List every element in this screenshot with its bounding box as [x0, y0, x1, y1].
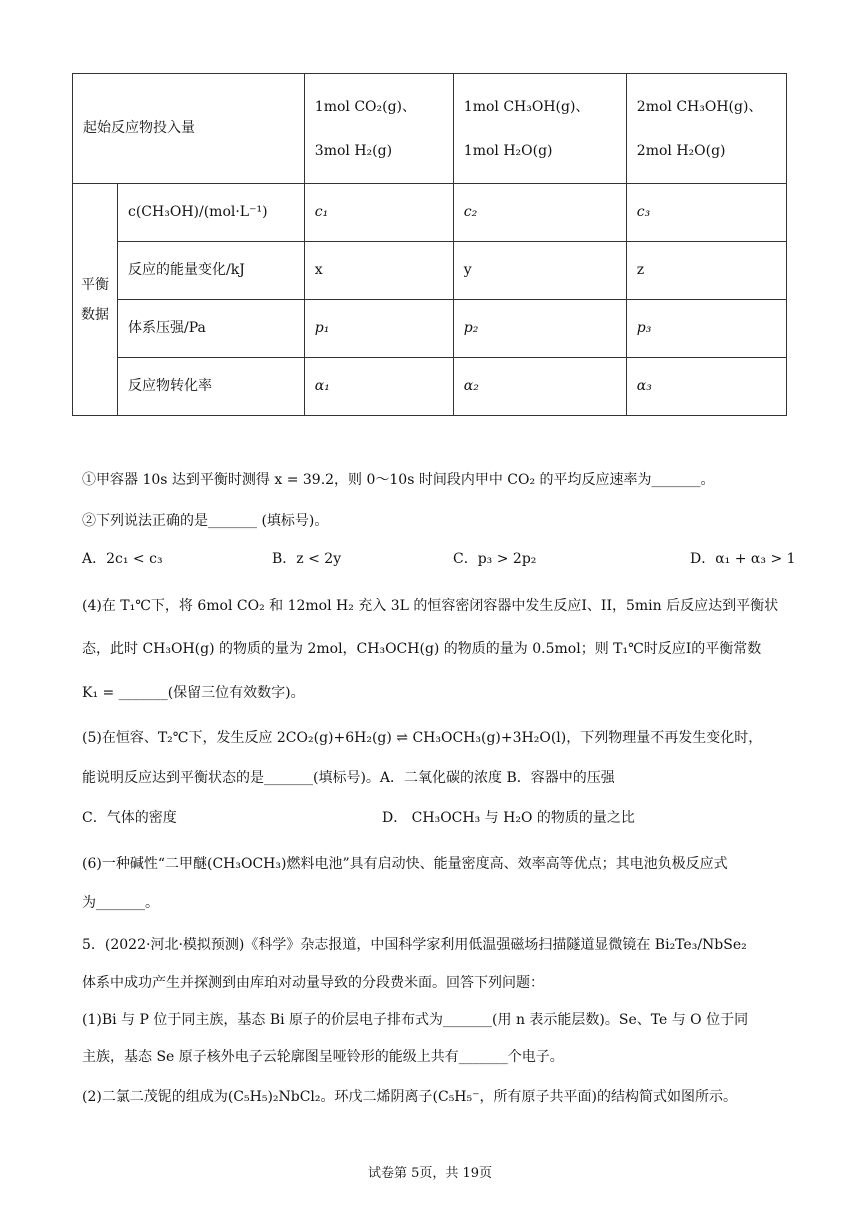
q5-sub2-line1: (2)二氯二茂铌的组成为(C₅H₅)₂NbCl₂。环戊二烯阴离子(C₅H₅⁻，所有原子共平面)的结构简式如图所示。	[82, 1089, 737, 1105]
table-cell: y	[453, 242, 626, 300]
option-b: B．z < 2y	[272, 551, 342, 567]
q3-part2-text: ②下列说法正确的是_______ (填标号)。	[82, 513, 329, 529]
q4-line1: (4)在 T₁℃下，将 6mol CO₂ 和 12mol H₂ 充入 3L 的恒容密闭容器中发生反应I、II，5min 后反应达到平衡状	[82, 598, 779, 614]
option-d-ratio: D． CH₃OCH₃ 与 H₂O 的物质的量之比	[382, 810, 635, 826]
q5-sub1-line1: (1)Bi 与 P 位于同主族，基态 Bi 原子的价层电子排布式为_______(用 n 表示能层数)。Se、Te 与 O 位于同	[82, 1012, 749, 1028]
q5-sub1-line2: 主族，基态 Se 原子核外电子云轮廓图呈哑铃形的能级上共有_______个电子。	[82, 1049, 564, 1065]
table-cell: c₃	[626, 184, 786, 242]
option-c-density: C．气体的密度	[82, 810, 177, 826]
table-cell: p₂	[453, 300, 626, 358]
table-cell: α₂	[453, 358, 626, 416]
q4-line3: K₁ = _______(保留三位有效数字)。	[82, 685, 305, 701]
q5-main-line2: 体系中成功产生并探测到由库珀对动量导致的分段费米面。回答下列问题：	[82, 975, 544, 991]
table-cell: p₃	[626, 300, 786, 358]
q6-line1: (6)一种碱性“二甲醚(CH₃OCH₃)燃料电池”具有启动快、能量密度高、效率高等优点；其电池负极反应式	[82, 856, 728, 872]
q5-main-line1: 5．(2022·河北·模拟预测)《科学》杂志报道，中国科学家利用低温强磁场扫描隧道显微镜在 Bi₂Te₃/NbSe₂	[82, 937, 747, 953]
col1-reactants: 1mol CO₂(g)、 3mol H₂(g)	[304, 74, 453, 184]
row-label: 体系压强/Pa	[118, 300, 305, 358]
option-c: C．p₃ > 2p₂	[453, 551, 537, 567]
row-label: c(CH₃OH)/(mol·L⁻¹)	[118, 184, 305, 242]
option-d: D．α₁ + α₃ > 1	[690, 551, 796, 567]
table-cell: α₁	[304, 358, 453, 416]
q6-line2: 为_______。	[82, 895, 159, 911]
table-cell: p₁	[304, 300, 453, 358]
option-a: A．2c₁ < c₃	[82, 551, 163, 567]
equilibrium-data-table	[72, 73, 787, 416]
table-cell: x	[304, 242, 453, 300]
table-cell: z	[626, 242, 786, 300]
q5-line2: 能说明反应达到平衡状态的是_______(填标号)。A．二氧化碳的浓度 B．容器中的压强	[82, 770, 615, 786]
row-label: 反应物转化率	[118, 358, 305, 416]
page-footer: 试卷第 5页，共 19页	[367, 1166, 493, 1181]
q3-part1-text: ①甲容器 10s 达到平衡时测得 x = 39.2，则 0～10s 时间段内甲中 CO₂ 的平均反应速率为_______。	[82, 472, 715, 488]
side-label: 平衡 数据	[73, 184, 118, 416]
col2-reactants: 1mol CH₃OH(g)、 1mol H₂O(g)	[453, 74, 626, 184]
row-label: 反应的能量变化/kJ	[118, 242, 305, 300]
table-cell: α₃	[626, 358, 786, 416]
col3-reactants: 2mol CH₃OH(g)、 2mol H₂O(g)	[626, 74, 786, 184]
q5-line1: (5)在恒容、T₂℃下，发生反应 2CO₂(g)+6H₂(g) ⇌ CH₃OCH₃(g)+3H₂O(l)，下列物理量不再发生变化时，	[82, 730, 763, 746]
header-label: 起始反应物投入量	[73, 74, 305, 184]
table-cell: c₁	[304, 184, 453, 242]
table-cell: c₂	[453, 184, 626, 242]
q4-line2: 态，此时 CH₃OH(g) 的物质的量为 2mol，CH₃OCH(g) 的物质的量为 0.5mol；则 T₁℃时反应I的平衡常数	[82, 641, 762, 657]
